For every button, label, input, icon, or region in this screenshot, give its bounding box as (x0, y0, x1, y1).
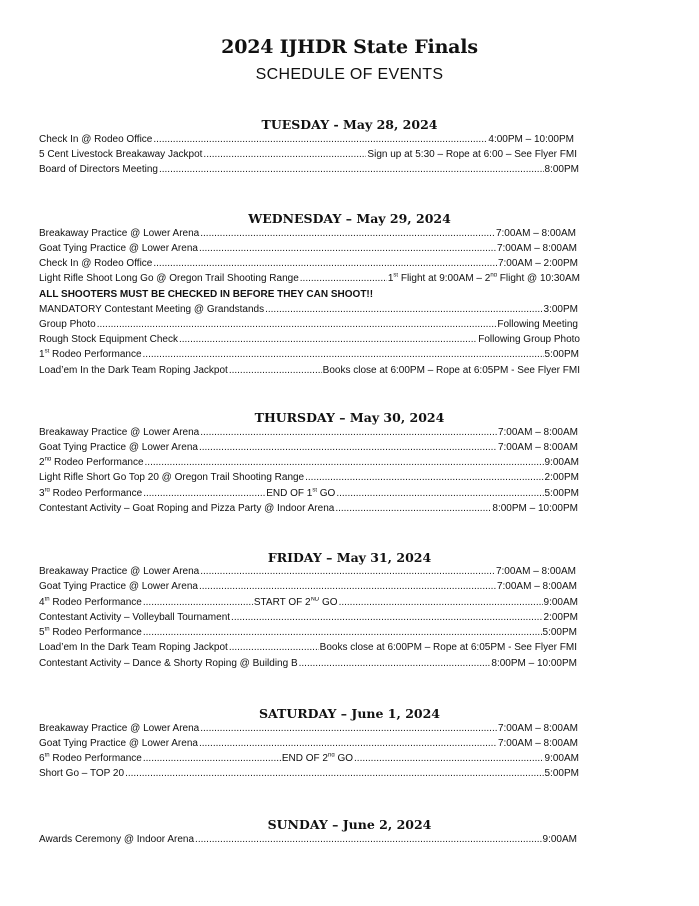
event-label: 3rd Rodeo Performance (39, 488, 143, 499)
event-time: 7:00AM – 2:00PM (497, 258, 578, 269)
dot-leader (203, 149, 366, 160)
schedule-row (39, 442, 578, 456)
event-time: 9:00AM (542, 834, 577, 845)
schedule-row (39, 228, 576, 242)
event-label: Breakaway Practice @ Lower Arena (39, 427, 200, 438)
schedule-row (39, 457, 579, 471)
event-label: Rough Stock Equipment Check (39, 334, 178, 345)
event-label: Goat Tying Practice @ Lower Arena (39, 442, 198, 453)
event-label: 5 Cent Livestock Breakaway Jackpot (39, 149, 203, 160)
day-heading-tuesday: TUESDAY - May 28, 2024 (261, 117, 438, 132)
dot-leader (200, 723, 497, 734)
event-time: 3:00PM (543, 304, 578, 315)
event-time: 7:00AM – 8:00AM (497, 442, 578, 453)
event-time: 7:00AM – 8:00AM (495, 566, 576, 577)
event-time: Following Meeting (497, 319, 578, 330)
event-label: Board of Directors Meeting (39, 164, 158, 175)
schedule-row (39, 427, 578, 441)
event-time: 1st Flight at 9:00AM – 2nd Flight @ 10:30AM (387, 273, 580, 284)
dot-leader (200, 427, 497, 438)
event-label: Check In @ Rodeo Office (39, 258, 153, 269)
schedule-row (39, 738, 578, 752)
dot-leader (143, 597, 253, 608)
day-heading-friday: FRIDAY – May 31, 2024 (267, 550, 432, 565)
event-time: 5:00PM (544, 349, 579, 360)
event-time: 8:00PM (544, 164, 579, 175)
day-heading-saturday: SATURDAY – June 1, 2024 (258, 706, 440, 721)
schedule-row (39, 164, 579, 178)
dot-leader (145, 457, 544, 468)
schedule-row (39, 566, 576, 580)
event-label: Contestant Activity – Volleyball Tournament (39, 612, 231, 623)
event-time: Sign up at 5:30 – Rope at 6:00 – See Flyer FMI (367, 149, 577, 160)
dot-leader (354, 753, 544, 764)
schedule-row (39, 243, 577, 257)
schedule-row (39, 334, 580, 348)
dot-leader (200, 228, 495, 239)
schedule-row (39, 768, 579, 782)
event-time: 2:00PM (543, 612, 578, 623)
dot-leader (143, 488, 265, 499)
event-label: Awards Ceremony @ Indoor Arena (39, 834, 195, 845)
notice-text: ALL SHOOTERS MUST BE CHECKED IN BEFORE THEY CAN SHOOT!! (39, 289, 374, 300)
schedule-row (39, 581, 577, 595)
event-label: Load’em In the Dark Team Roping Jackpot (39, 642, 228, 653)
dot-leader (229, 365, 322, 376)
event-time: 7:00AM – 8:00AM (496, 581, 577, 592)
event-time: 9:00AM (544, 457, 579, 468)
event-label: MANDATORY Contestant Meeting @ Grandstands (39, 304, 265, 315)
schedule-row (39, 627, 577, 641)
event-label: Contestant Activity – Dance & Shorty Roping @ Building B (39, 658, 298, 669)
dot-leader (199, 581, 496, 592)
event-time: Following Group Photo (478, 334, 580, 345)
event-label: Light Rifle Shoot Long Go @ Oregon Trail Shooting Range (39, 273, 299, 284)
dot-leader (125, 768, 543, 779)
dot-leader (200, 566, 495, 577)
event-time: 8:00PM – 10:00PM (492, 503, 578, 514)
schedule-row (39, 134, 574, 148)
shooter-notice (39, 289, 579, 303)
day-heading-wednesday: WEDNESDAY – May 29, 2024 (248, 211, 451, 226)
schedule-row (39, 642, 577, 656)
dot-leader (229, 642, 319, 653)
event-label: Goat Tying Practice @ Lower Arena (39, 581, 198, 592)
event-time: 5:00PM (542, 627, 577, 638)
dot-leader (97, 319, 497, 330)
dot-leader (143, 753, 281, 764)
event-time: Books close at 6:00PM – Rope at 6:05PM - See Flyer FMI (322, 365, 580, 376)
event-label: Breakaway Practice @ Lower Arena (39, 228, 200, 239)
schedule-row (39, 273, 580, 287)
dot-leader (336, 488, 543, 499)
dot-leader (199, 442, 497, 453)
schedule-row (39, 365, 580, 379)
dot-leader (143, 627, 542, 638)
schedule-row (39, 349, 579, 363)
schedule-row (39, 597, 578, 611)
schedule-row (39, 304, 578, 318)
schedule-row (39, 149, 577, 163)
dot-leader (265, 304, 542, 315)
dot-leader (153, 134, 487, 145)
dot-leader (179, 334, 477, 345)
day-heading-thursday: THURSDAY – May 30, 2024 (254, 410, 445, 425)
day-heading-sunday: SUNDAY – June 2, 2024 (267, 817, 432, 832)
event-time: 7:00AM – 8:00AM (495, 228, 576, 239)
dot-leader (339, 597, 543, 608)
event-time: 7:00AM – 8:00AM (497, 427, 578, 438)
page-title: 2024 IJHDR State Finals (221, 36, 478, 58)
event-time: 7:00AM – 8:00AM (497, 723, 578, 734)
schedule-row (39, 658, 577, 672)
go-marker: START OF 2ND GO (253, 597, 338, 608)
schedule-row (39, 612, 578, 626)
dot-leader (153, 258, 497, 269)
event-label: 6th Rodeo Performance (39, 753, 142, 764)
event-label: Check In @ Rodeo Office (39, 134, 153, 145)
schedule-row (39, 488, 579, 502)
event-time: 8:00PM – 10:00PM (491, 658, 577, 669)
event-time: 7:00AM – 8:00AM (496, 243, 577, 254)
go-marker: END OF 2nd GO (281, 753, 354, 764)
schedule-row (39, 834, 577, 848)
event-label: 1st Rodeo Performance (39, 349, 142, 360)
schedule-row (39, 472, 579, 486)
event-label: Short Go – TOP 20 (39, 768, 125, 779)
schedule-row (39, 319, 578, 333)
event-time: 5:00PM (544, 488, 579, 499)
event-label: Goat Tying Practice @ Lower Arena (39, 243, 198, 254)
event-time: 4:00PM – 10:00PM (488, 134, 574, 145)
event-time: 9:00AM (544, 753, 579, 764)
event-label: 4th Rodeo Performance (39, 597, 142, 608)
event-time: 7:00AM – 8:00AM (497, 738, 578, 749)
schedule-row (39, 503, 578, 517)
dot-leader (231, 612, 542, 623)
dot-leader (195, 834, 541, 845)
page-subtitle: SCHEDULE OF EVENTS (255, 66, 444, 83)
event-time: 9:00AM (543, 597, 578, 608)
event-label: Goat Tying Practice @ Lower Arena (39, 738, 198, 749)
dot-leader (199, 243, 496, 254)
event-time: 5:00PM (544, 768, 579, 779)
event-label: 2nd Rodeo Performance (39, 457, 144, 468)
schedule-row (39, 723, 578, 737)
dot-leader (143, 349, 544, 360)
dot-leader (299, 658, 491, 669)
dot-leader (199, 738, 497, 749)
event-label: Load’em In the Dark Team Roping Jackpot (39, 365, 228, 376)
go-marker: END OF 1st GO (266, 488, 336, 499)
event-label: Breakaway Practice @ Lower Arena (39, 566, 200, 577)
dot-leader (305, 472, 543, 483)
dot-leader (159, 164, 544, 175)
event-time: Books close at 6:00PM – Rope at 6:05PM - See Flyer FMI (319, 642, 577, 653)
event-label: 5th Rodeo Performance (39, 627, 142, 638)
schedule-row (39, 753, 579, 767)
schedule-row (39, 258, 578, 272)
event-label: Group Photo (39, 319, 96, 330)
event-label: Contestant Activity – Goat Roping and Pizza Party @ Indoor Arena (39, 503, 335, 514)
event-time: 2:00PM (544, 472, 579, 483)
dot-leader (300, 273, 387, 284)
event-label: Light Rifle Short Go Top 20 @ Oregon Trail Shooting Range (39, 472, 305, 483)
dot-leader (335, 503, 491, 514)
event-label: Breakaway Practice @ Lower Arena (39, 723, 200, 734)
